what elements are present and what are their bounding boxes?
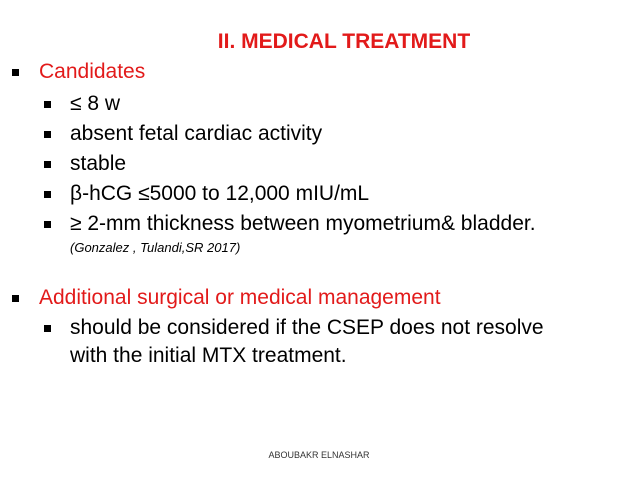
section-heading-candidates: Candidates [39,60,146,83]
slide-title [0,30,638,54]
list-item: β-hCG ≤5000 to 12,000 mIU/mL [70,182,370,205]
square-bullet-icon [44,191,51,198]
list-item: ≥ 2-mm thickness between myometrium& bladder. [70,212,536,235]
list-item: should be considered if the CSEP does not resolve [70,316,544,339]
section-heading-additional-management: Additional surgical or medical management [39,286,441,309]
citation: (Gonzalez , Tulandi,SR 2017) [70,240,241,255]
slide-title-text: II. MEDICAL TREATMENT [217,30,471,53]
square-bullet-icon [44,221,51,228]
list-item: ≤ 8 w [70,92,121,115]
footer-author: ABOUBAKR ELNASHAR [268,450,370,460]
list-item-continuation: with the initial MTX treatment. [70,344,347,367]
list-item: absent fetal cardiac activity [70,122,323,145]
square-bullet-icon [44,131,51,138]
square-bullet-icon [12,69,19,76]
square-bullet-icon [44,325,51,332]
list-item: stable [70,152,127,175]
square-bullet-icon [12,295,19,302]
square-bullet-icon [44,101,51,108]
square-bullet-icon [44,161,51,168]
